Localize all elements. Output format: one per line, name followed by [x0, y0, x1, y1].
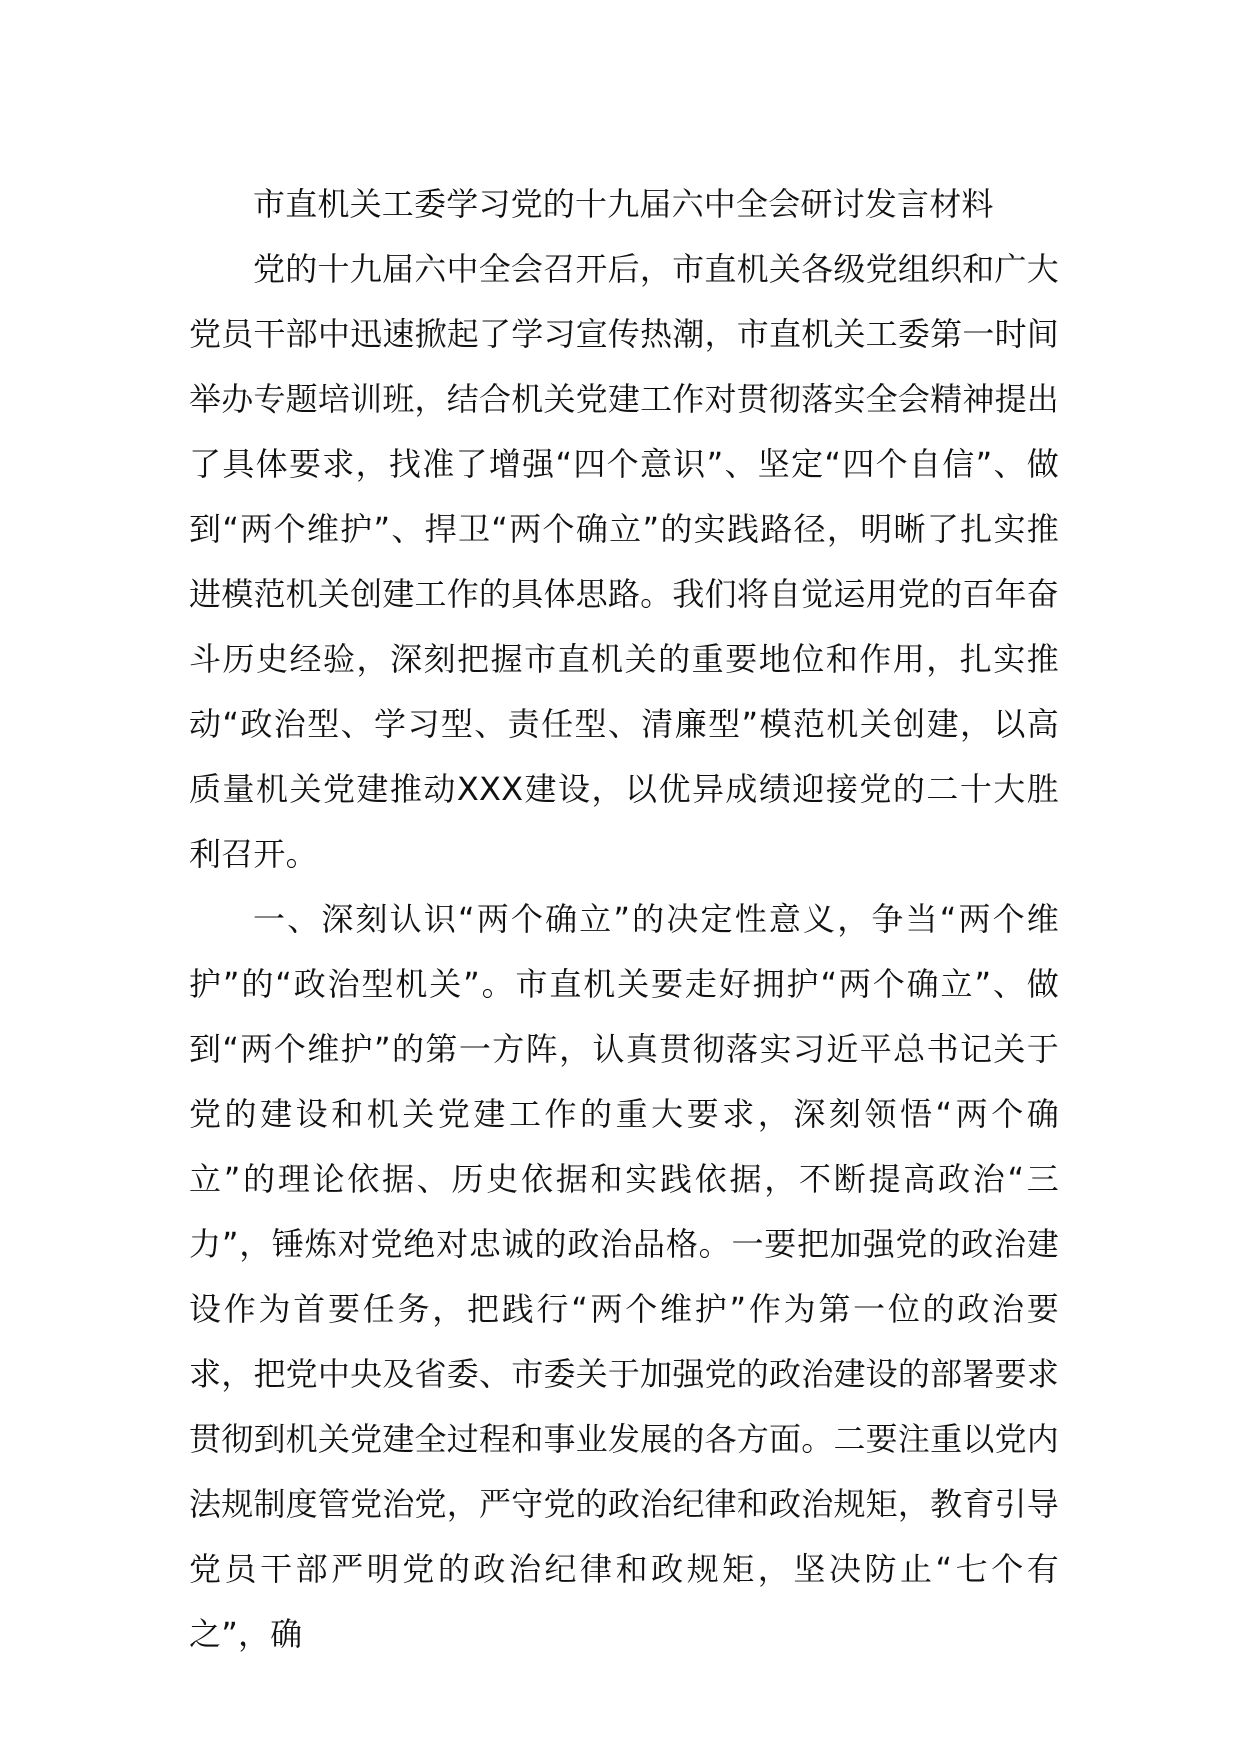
- paragraph-section-one: 一、深刻认识“两个确立”的决定性意义，争当“两个维护”的“政治型机关”。市直机关要走好拥护“两个确立”、做到“两个维护”的第一方阵，认真贯彻落实习近平总书记关于党的建设和机关党建工作的重大要求，深刻领悟“两个确立”的理论依据、历史依据和实践依据，不断提高政治“三力”，锤炼对党绝对忠诚的政治品格。一要把加强党的政治建设作为首要任务，把践行“两个维护”作为第一位的政治要求，把党中央及省委、市委关于加强党的政治建设的部署要求贯彻到机关党建全过程和事业发展的各方面。二要注重以党内法规制度管党治党，严守党的政治纪律和政治规矩，教育引导党员干部严明党的政治纪律和政规矩，坚决防止“七个有之”，确: [189, 900, 1059, 1653]
- paragraph-intro: 党的十九届六中全会召开后，市直机关各级党组织和广大党员干部中迅速掀起了学习宣传热潮，市直机关工委第一时间举办专题培训班，结合机关党建工作对贯彻落实全会精神提出了具体要求，找准了增强“四个意识”、坚定“四个自信”、做到“两个维护”、捍卫“两个确立”的实践路径，明晰了扎实推进模范机关创建工作的具体思路。我们将自觉运用党的百年奋斗历史经验，深刻把握市直机关的重要地位和作用，扎实推动“政治型、学习型、责任型、清廉型”模范机关创建，以高质量机关党建推动XXX建设，以优异成绩迎接党的二十大胜利召开。: [189, 250, 1059, 873]
- document-body: [189, 172, 1059, 1667]
- document-title: 市直机关工委学习党的十九届六中全会研讨发言材料: [253, 185, 994, 223]
